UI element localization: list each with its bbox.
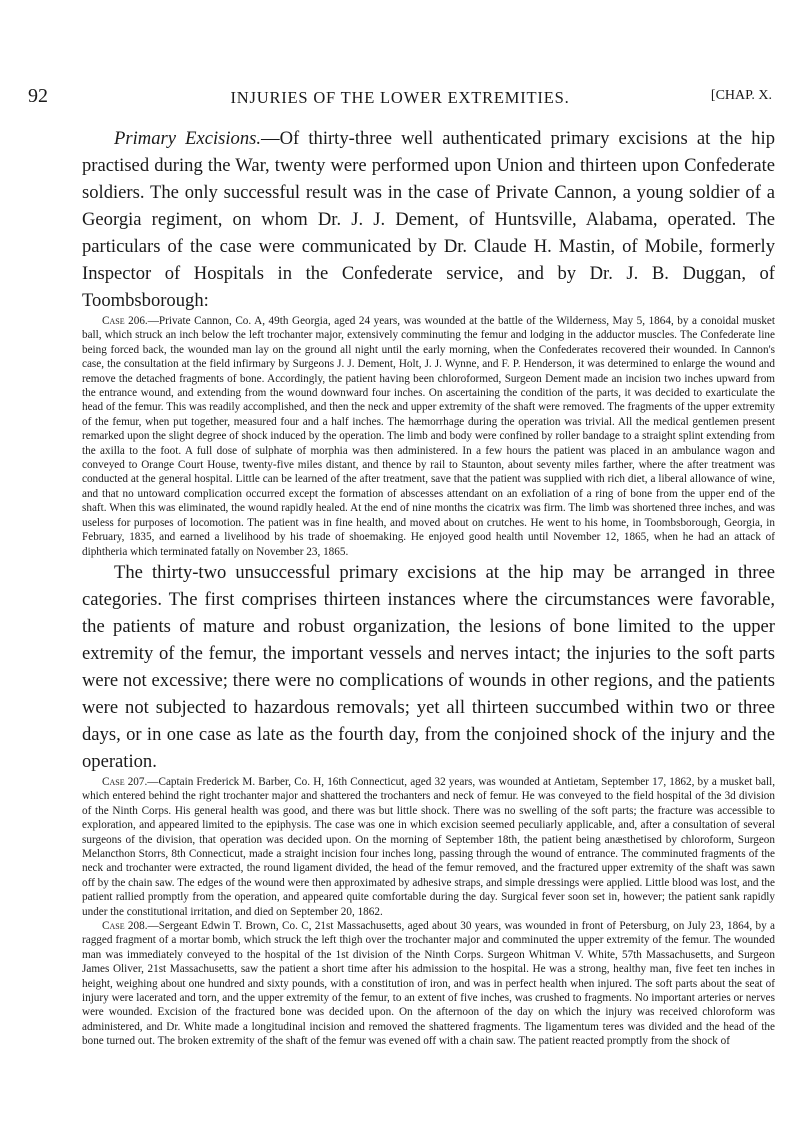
intro-text: —Of thirty-three well authenticated primary excisions at the hip practised during the War, twenty were performed upon Union and thirteen upon Confederate soldiers. The only successful result was in the case of Private Cannon, a young soldier of a Georgia regiment, on whom Dr. J. J. Dement, of Huntsville, Alabama, operated. The particulars of the case were communicated by Dr. Claude H. Mastin, of Mobile, formerly Inspector of Hospitals in the Confederate service, and by Dr. J. B. Duggan, of Toombsborough: [82,128,775,311]
section-lead-in: Primary Excisions. [114,128,262,149]
running-title: INJURIES OF THE LOWER EXTREMITIES. [230,88,570,107]
page-body [82,125,775,1049]
case-208-label: Case 208. [102,919,148,932]
case-207-paragraph [82,775,775,919]
case-206-text: —Private Cannon, Co. A, 49th Georgia, aged 24 years, was wounded at the battle of the Wilderness, May 5, 1864, by a conoidal musket ball, which struck an inch below the left trochanter major, extensively comminuting the femur and lodging in the adductor muscles. The Confederate line being forced back, the wounded man lay on the ground all night until the early morning, when the Confederates recovered their wounded. In Cannon's case, the consultation at the field infirmary by Surgeons J. J. Dement, Holt, J. J. Wynne, and F. P. Henderson, it was determined to enlarge the wound and remove the detached fragments of bone. Accordingly, the patient having been chloroformed, Surgeon Dement made an incision two inches upward from the entrance wound, and extending from the wound downward four inches. On ascertaining the condition of the parts, it was decided to exarticulate the head of the femur. This was readily accomplished, and then the neck and upper extremity of the shaft were removed. The fragments of the upper extremity of the femur, when put together, measured four and a half inches. The hæmorrhage during the operation was trivial. All the medical gentlemen present remarked upon the slight degree of shock induced by the operation. The limb and body were confined by roller bandage to a straight splint extending from the axilla to the foot. A full dose of sulphate of morphia was then administered. In a few hours the patient was placed in an ambulance wagon and conveyed to Orange Court House, twenty-five miles distant, and thence by rail to Staunton, about seventy miles farther, where the after treatment was conducted at the general hospital. Little can be learned of the after treatment, save that the patient was supplied with rich diet, a liberal allowance of wine, and that no untoward complication occurred except the formation of abscesses attendant on an exfoliation of a ring of bone from the upper end of the shaft. When this was eliminated, the wound rapidly healed. At the end of nine months the cicatrix was firm. The limb was shortened three inches, and was useless for purposes of locomotion. The patient was in fine health, and moved about on crutches. He went to his home, in Toombsborough, Georgia, in February, 1835, and earned a livelihood by his trade of shoemaking. He enjoyed good health until November 12, 1865, when he had an attack of diphtheria which terminated fatally on November 23, 1865. [82,315,775,558]
summary-paragraph: The thirty-two unsuccessful primary excisions at the hip may be arranged in three categories. The first comprises thirteen instances where the circumstances were favorable, the patients of mature and robust organization, the lesions of bone limited to the upper extremity of the femur, the important vessels and nerves intact; the injuries to the soft parts were not excessive; there were no complications of wounds in other regions, and the patients were not subjected to hazardous removals; yet all thirteen succumbed within two or three days, or in one case as late as the fourth day, from the conjoined shock of the injury and the operation. [82,561,775,772]
case-207-label: Case 207. [102,775,148,788]
case-206-label: Case 206. [102,315,148,327]
chapter-label: [CHAP. X. [710,88,772,103]
page-header [28,85,772,111]
case-206-paragraph [82,314,775,559]
case-208-paragraph [82,919,775,1049]
case-207-text: —Captain Frederick M. Barber, Co. H, 16th Connecticut, aged 32 years, was wounded at Antietam, September 17, 1862, by a musket ball, which entered behind the right trochanter major and shattered the trochanters and neck of femur. He was conveyed to the field hospital of the 3d division of the Ninth Corps. His general health was good, and there was but little shock. There was no swelling of the soft parts; the fracture was accessible to exploration, and appeared limited to the epiphysis. The case was one in which excision seemed peculiarly applicable, and, after a consultation of several surgeons of the division, that operation was decided upon. On the morning of September 18th, the patient being anæsthetised by chloroform, Surgeon Melancthon Storrs, 8th Connecticut, made a straight incision four inches long, passing through the wound of entrance. The comminuted fragments of the neck and trochanter were extracted, the round ligament divided, the head of the femur removed, and the fractured upper extremity of the shaft was sawn off by the chain saw. The edges of the wound were then approximated by adhesive straps, and simple dressings were applied. Little blood was lost, and the patient rallied promptly from the operation, and appeared quite comfortable during the day. Surgical fever soon set in, however; the patient sank rapidly under the constitutional irritation, and died on September 20, 1862. [82,775,775,918]
intro-paragraph [82,125,775,314]
case-208-text: —Sergeant Edwin T. Brown, Co. C, 21st Massachusetts, aged about 30 years, was wounded in front of Petersburg, on July 23, 1864, by a ragged fragment of a mortar bomb, which struck the left thigh over the trochanter major and comminuted the upper extremity of the femur. The wounded man was immediately conveyed to the hospital of the 1st division of the Ninth Corps. Surgeon Whitman V. White, 57th Massachusetts, and Surgeon James Oliver, 21st Massachusetts, saw the patient a short time after his admission to the hospital. He was a strong, healthy man, five feet ten inches in height, weighing about one hundred and sixty pounds, with a constitution of iron, and was in perfect health when injured. The soft parts about the seat of injury were lacerated and torn, and the upper extremity of the femur, to an extent of five inches, was crushed to fragments. No important arteries or nerves were wounded. Excision of the fractured bone was decided upon. On the afternoon of the day on which the injury was received chloroform was administered, and Dr. White made a longitudinal incision and removed the shattered fragments. The ligamentum teres was divided and the head of the bone turned out. The broken extremity of the shaft of the femur was evened off with a chain saw. The patient reacted promptly from the shock of [82,919,776,1048]
page-number: 92 [28,85,48,107]
